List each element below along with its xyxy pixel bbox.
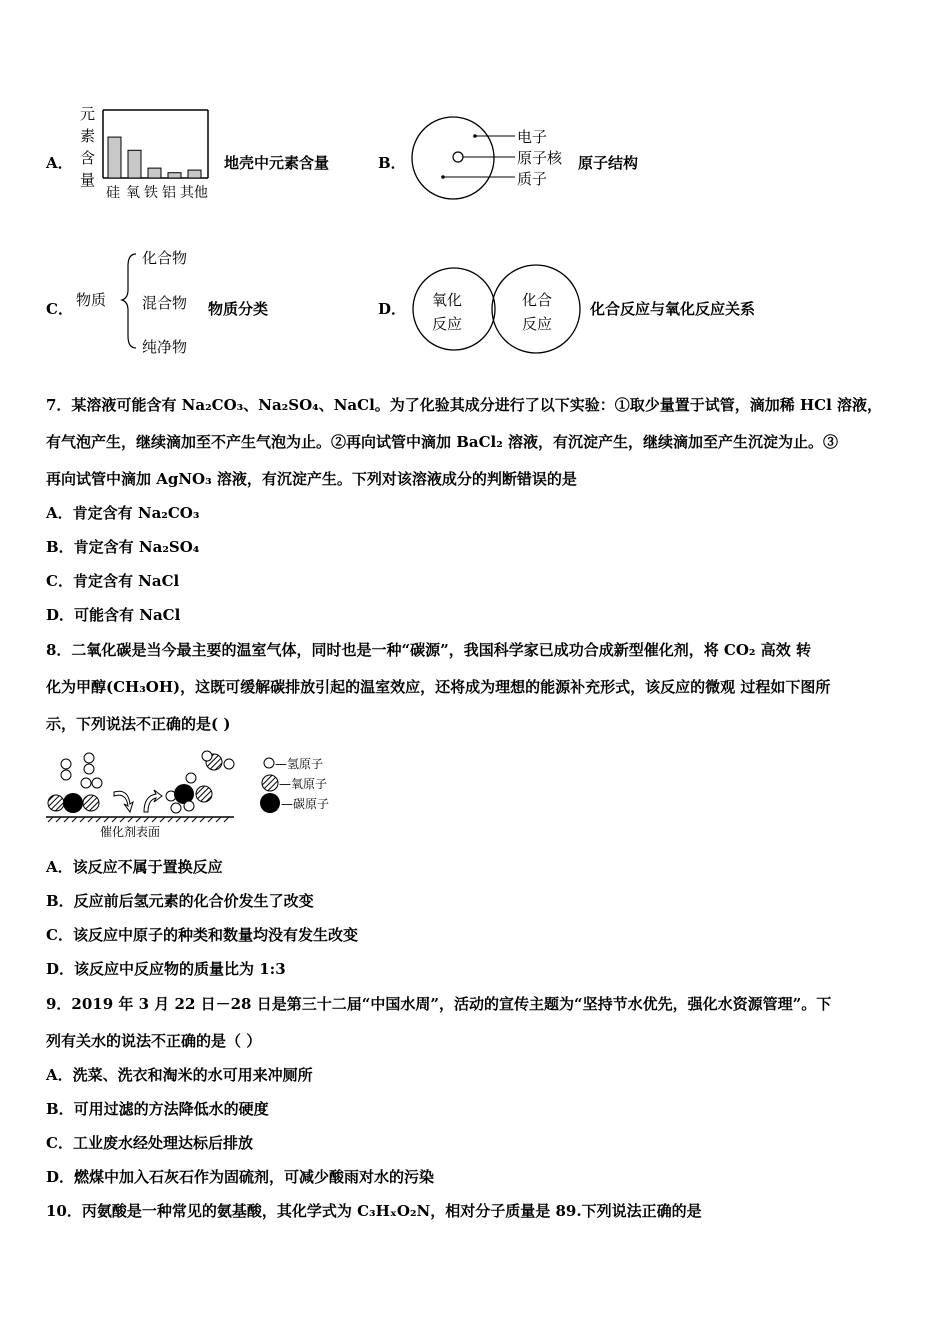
- hydrogen-atom: [202, 751, 212, 761]
- option-a-caption: 地壳中元素含量: [224, 154, 330, 172]
- class-item: 化合物: [142, 249, 188, 267]
- q9-stem-line: 列有关水的说法不正确的是（ ）: [46, 1032, 262, 1050]
- oxidation-circle: [413, 268, 495, 350]
- oxygen-atom: [48, 795, 64, 811]
- brace: [122, 254, 136, 348]
- q7-option-c: C．肯定含有 NaCl: [46, 572, 180, 590]
- x-tick-label: 氧: [126, 185, 140, 201]
- class-item: 混合物: [142, 294, 188, 312]
- oxidation-label: 反应: [432, 315, 463, 333]
- q8-option-a: A．该反应不属于置换反应: [46, 858, 223, 876]
- atom-structure-diagram: [405, 112, 575, 206]
- bar-铁: [148, 168, 161, 178]
- proton-label: 质子: [517, 170, 548, 188]
- q8-stem-line: 化为甲醇(CH₃OH)，这既可缓解碳排放引起的温室效应，还将成为理想的能源补充形式，该反应的微观 过程如下图所: [46, 678, 831, 696]
- bar-铝: [168, 173, 181, 178]
- hydrogen-atom: [92, 778, 102, 788]
- x-tick-label: 其他: [180, 185, 208, 201]
- q8-option-d: D．该反应中反应物的质量比为 1:3: [46, 960, 286, 978]
- legend-hydrogen-label: —氢原子: [275, 757, 324, 771]
- q9-stem-line: 9．2019 年 3 月 22 日－28 日是第三十二届“中国水周”，活动的宣传主题为“坚持节水优先，强化水资源管理”。下: [46, 995, 832, 1013]
- q8-option-c: C．该反应中原子的种类和数量均没有发生改变: [46, 926, 358, 944]
- curved-arrow-icon: [114, 791, 133, 812]
- curved-arrow-icon: [144, 790, 162, 812]
- matter-classification-diagram: [74, 244, 206, 360]
- q9-option-d: D．燃煤中加入石灰石作为固硫剂，可减少酸雨对水的污染: [46, 1168, 435, 1186]
- option-c-letter: C．: [46, 300, 73, 318]
- nucleus-label: 原子核: [517, 149, 563, 167]
- legend-carbon-icon: [260, 793, 280, 813]
- hydrogen-atom: [61, 770, 71, 780]
- nucleus-circle: [453, 152, 463, 162]
- option-b-caption: 原子结构: [578, 154, 639, 172]
- hydrogen-atom: [186, 773, 196, 783]
- option-c-caption: 物质分类: [208, 300, 269, 318]
- oxidation-label: 氧化: [432, 291, 463, 309]
- hydrogen-atom: [171, 803, 181, 813]
- hydrogen-atom: [84, 753, 94, 763]
- q7-option-b: B．肯定含有 Na₂SO₄: [46, 538, 200, 556]
- x-tick-label: 铝: [162, 185, 176, 201]
- q9-option-a: A．洗菜、洗衣和淘米的水可用来冲厕所: [46, 1066, 313, 1084]
- option-d-letter: D．: [378, 300, 407, 318]
- legend-carbon-label: —碳原子: [281, 797, 330, 811]
- option-d-caption: 化合反应与氧化反应关系: [590, 300, 756, 318]
- hydrogen-atom: [81, 778, 91, 788]
- q7-option-a: A．肯定含有 Na₂CO₃: [46, 504, 200, 522]
- ylabel-char: 素: [80, 127, 96, 145]
- combination-circle: [492, 265, 580, 353]
- legend-hydrogen-icon: [264, 758, 274, 768]
- legend-oxygen-icon: [262, 775, 278, 791]
- hydrogen-atom: [184, 801, 194, 811]
- q7-stem-line: 再向试管中滴加 AgNO₃ 溶液，有沉淀产生。下列对该溶液成分的判断错误的是: [46, 470, 577, 488]
- oxygen-atom: [196, 786, 212, 802]
- reaction-venn-diagram: [408, 264, 584, 356]
- combination-label: 化合: [522, 291, 553, 309]
- surface-label: 催化剂表面: [100, 825, 161, 839]
- hydrogen-atom: [224, 759, 234, 769]
- q8-stem-line: 8．二氧化碳是当今最主要的温室气体，同时也是一种“碳源”，我国科学家已成功合成新型催化剂，将 CO₂ 高效 转: [46, 641, 811, 659]
- q7-stem-line: 有气泡产生，继续滴加至不产生气泡为止。②再向试管中滴加 BaCl₂ 溶液，有沉淀产生，继续滴加至产生沉淀为止。③: [46, 433, 839, 451]
- oxygen-atom: [83, 795, 99, 811]
- bar-硅: [108, 137, 121, 178]
- x-tick-label: 铁: [144, 185, 158, 201]
- methanol-reaction-micro-diagram: [44, 748, 344, 842]
- bar-其他: [188, 170, 201, 178]
- q8-option-b: B．反应前后氢元素的化合价发生了改变: [46, 892, 314, 910]
- q9-option-b: B．可用过滤的方法降低水的硬度: [46, 1100, 269, 1118]
- q9-option-c: C．工业废水经处理达标后排放: [46, 1134, 253, 1152]
- root-label: 物质: [76, 291, 107, 309]
- hydrogen-atom: [61, 759, 71, 769]
- electron-label: 电子: [517, 128, 548, 146]
- bar-氧: [128, 150, 141, 178]
- x-tick-label: 硅: [106, 185, 120, 201]
- legend-oxygen-label: —氧原子: [279, 777, 328, 791]
- class-item: 纯净物: [142, 338, 188, 356]
- ylabel-char: 元: [80, 105, 96, 123]
- crust-element-bar-chart: [76, 100, 226, 204]
- hydrogen-atom: [84, 764, 94, 774]
- q7-stem-line: 7．某溶液可能含有 Na₂CO₃、Na₂SO₄、NaCl。为了化验其成分进行了以下实验：①取少量置于试管，滴加稀 HCl 溶液，: [46, 396, 883, 414]
- carbon-atom: [63, 793, 83, 813]
- ylabel-char: 量: [80, 171, 96, 189]
- combination-label: 反应: [522, 315, 553, 333]
- option-b-letter: B．: [378, 154, 406, 172]
- q8-stem-line: 示，下列说法不正确的是( ): [46, 715, 231, 733]
- q7-option-d: D．可能含有 NaCl: [46, 606, 181, 624]
- ylabel-char: 含: [80, 149, 96, 167]
- option-a-letter: A．: [46, 154, 73, 172]
- q10-stem-line: 10．丙氨酸是一种常见的氨基酸，其化学式为 C₃HₓO₂N，相对分子质量是 89.下列说法正确的是: [46, 1202, 702, 1220]
